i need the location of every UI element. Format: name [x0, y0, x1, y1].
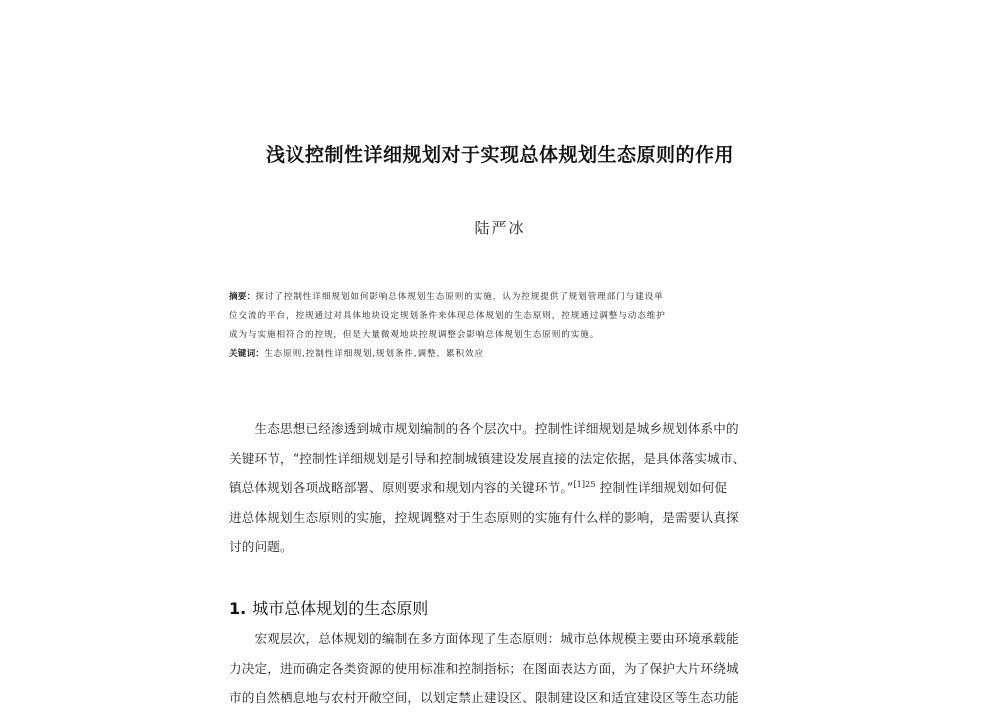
author-name: 陆严冰: [474, 219, 526, 237]
keywords-line: [229, 345, 751, 364]
section-title: 城市总体规划的生态原则: [252, 599, 429, 618]
citation-ref: [1]25: [573, 480, 596, 489]
section-heading: [229, 596, 428, 619]
paragraph-line: 宏观层次，总体规划的编制在多方面体现了生态原则：城市总体规模主要由环境承载能: [229, 631, 739, 646]
abstract-line: 位交流的平台，控规通过对具体地块设定规划条件来体现总体规划的生态原则，控规通过调整与动态维护: [229, 311, 666, 321]
abstract-line: [229, 288, 751, 307]
keywords-text: 生态原则,控制性详细规划,规划条件,调整，累积效应: [264, 349, 484, 359]
intro-paragraph: [229, 414, 754, 562]
paragraph-line: 关键环节，“控制性详细规划是引导和控制城镇建设发展直接的法定依据，是具体落实城市、: [229, 450, 746, 466]
paragraph-text: 镇总体规划各项战略部署、原则要求和规划内容的关键环节。”: [229, 480, 574, 495]
abstract-text: 探讨了控制性详细规划如何影响总体规划生态原则的实施，认为控规提供了规划管理部门与建设单: [255, 292, 664, 302]
paragraph-line: 进总体规划生态原则的实施，控规调整对于生态原则的实施有什么样的影响，是需要认真探: [229, 509, 739, 525]
keywords-label: 关键词：: [229, 349, 265, 359]
abstract-block: [229, 288, 751, 364]
paper-title: 浅议控制性详细规划对于实现总体规划生态原则的作用: [265, 144, 734, 166]
paragraph-text: 控制性详细规划如何促: [595, 480, 728, 495]
abstract-line: 成为与实施相符合的控规，但是大量微观地块控规调整会影响总体规划生态原则的实施。: [229, 330, 600, 340]
paragraph-line: 力决定，进而确定各类资源的使用标准和控制指标；在图面表达方面，为了保护大片环绕城: [229, 660, 739, 676]
paragraph-line: 生态思想已经渗透到城市规划编制的各个层次中。控制性详细规划是城乡规划体系中的: [229, 421, 739, 436]
paragraph-line: 讨的问题。: [229, 539, 293, 554]
paragraph-line: [229, 473, 754, 503]
section-number: 1.: [229, 599, 247, 618]
section-paragraph: [229, 624, 754, 713]
abstract-label: 摘要：: [229, 292, 256, 302]
paragraph-line: 市的自然栖息地与农村开敞空间，以划定禁止建设区、限制建设区和适宜建设区等生态功能: [229, 690, 739, 705]
